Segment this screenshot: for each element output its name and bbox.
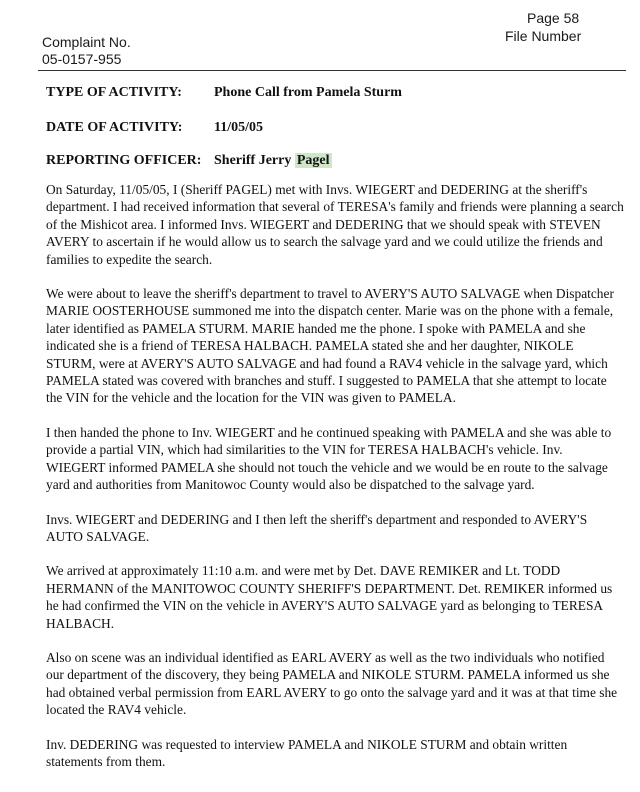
paragraph: Also on scene was an individual identified as EARL AVERY as well as the two individuals who notified our department of the discovery, they being PAMELA and NIKOLE STURM. PAMELA informed us she had obtained verbal permission from EARL AVERY to go onto the salvage yard and it was at that time she located the RAV4 vehicle.: [46, 649, 618, 718]
report-body: [46, 181, 624, 787]
activity-type-value: Phone Call from Pamela Sturm: [214, 85, 402, 100]
paragraph: Inv. DEDERING was requested to interview PAMELA and NIKOLE STURM and obtain written statements from them.: [46, 736, 568, 769]
highlighted-name: Pagel: [296, 153, 330, 168]
activity-date-row: [46, 120, 263, 136]
activity-type-label: TYPE OF ACTIVITY:: [46, 85, 182, 100]
paragraph: Invs. WIEGERT and DEDERING and I then left the sheriff's department and responded to AVERY'S AUTO SALVAGE.: [46, 511, 588, 544]
complaint-label: Complaint No.: [42, 34, 131, 50]
activity-date-label: DATE OF ACTIVITY:: [46, 120, 183, 135]
reporting-officer-row: [46, 153, 332, 169]
paragraph: On Saturday, 11/05/05, I (Sheriff PAGEL) met with Invs. WIEGERT and DEDERING at the sheriff's department. I had received information that several of TERESA's family and friends were planning a search of the Mishicot area. I informed Invs. WIEGERT and DEDERING that we should speak with STEVEN AVERY to ascertain if he would allow us to search the salvage yard and we could utilize the friends and families to expedite the search.: [46, 182, 624, 267]
paragraph: I then handed the phone to Inv. WIEGERT and he continued speaking with PAMELA and she was able to provide a partial VIN, which had similarities to the VIN for TERESA HALBACH's vehicle. Inv. WIEGERT informed PAMELA she should not touch the vehicle and we would be en route to the salvage yard and authorities from Manitowoc County would also be dispatched to the salvage yard.: [46, 424, 612, 493]
header-divider: [38, 70, 626, 71]
complaint-number: 05-0157-955: [42, 51, 122, 67]
activity-type-row: [46, 85, 402, 101]
page-number: Page 58: [527, 10, 580, 26]
reporting-officer-value: Sheriff Jerry: [214, 153, 295, 168]
reporting-officer-label: REPORTING OFFICER:: [46, 153, 202, 168]
activity-date-value: 11/05/05: [214, 120, 264, 135]
paragraph: We were about to leave the sheriff's department to travel to AVERY'S AUTO SALVAGE when Dispatcher MARIE OOSTERHOUSE summoned me into the dispatch center. Marie was on the phone with a female, later identified as PAMELA STURM. MARIE handed me the phone. I spoke with PAMELA and she indicated she is a friend of TERESA HALBACH. PAMELA stated she and her daughter, NIKOLE STURM, were at AVERY'S AUTO SALVAGE and had found a RAV4 vehicle in the salvage yard, which PAMELA stated was covered with branches and stuff. I suggested to PAMELA that she attempt to locate the VIN for the vehicle and the location for the VIN was given to PAMELA.: [46, 286, 614, 406]
file-number-label: File Number: [505, 28, 582, 44]
paragraph: We arrived at approximately 11:10 a.m. and were met by Det. DAVE REMIKER and Lt. TODD HERMANN of the MANITOWOC COUNTY SHERIFF'S DEPARTMENT. Det. REMIKER informed us he had confirmed the VIN on the vehicle in AVERY'S AUTO SALVAGE yard as belonging to TERESA HALBACH.: [46, 563, 613, 631]
